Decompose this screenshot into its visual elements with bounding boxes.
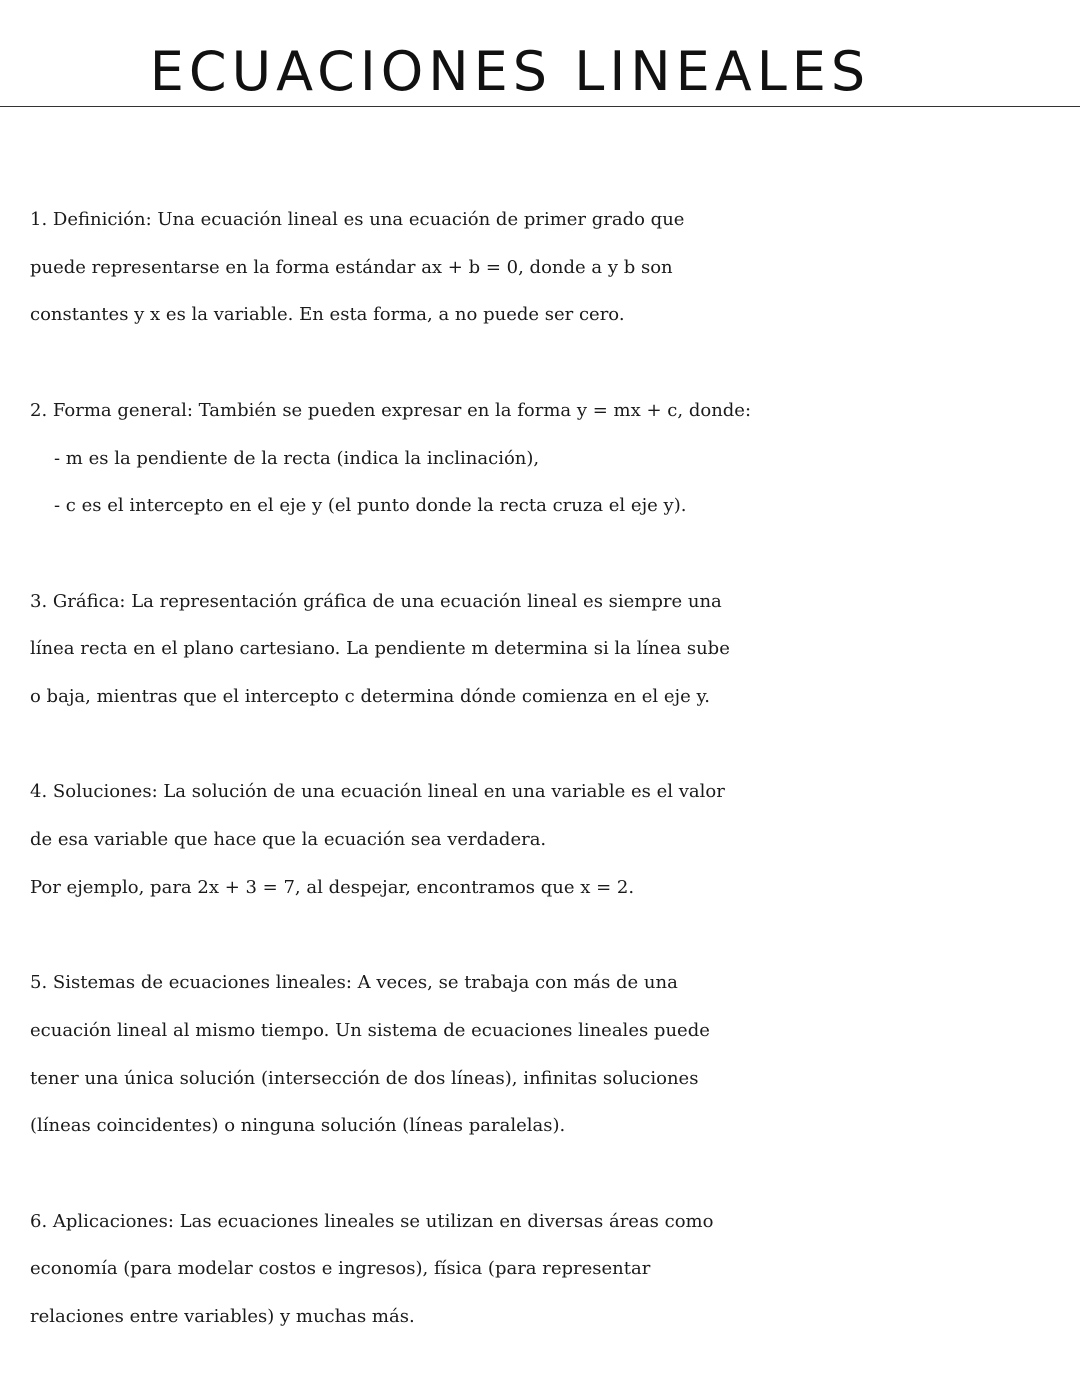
- paragraph-line: 2. Forma general: También se pueden expresar en la forma y = mx + c, donde:: [30, 399, 752, 421]
- title-divider: [0, 106, 1080, 107]
- document-body: [30, 196, 1070, 1341]
- paragraph-line: 6. Aplicaciones: Las ecuaciones lineales se utilizan en diversas áreas como: [30, 1210, 714, 1232]
- section-grafica: [30, 578, 1070, 721]
- paragraph-line: de esa variable que hace que la ecuación sea verdadera.: [30, 829, 547, 851]
- paragraph-line: economía (para modelar costos e ingresos), física (para representar: [30, 1258, 651, 1280]
- section-soluciones: [30, 768, 1070, 911]
- paragraph-line: Por ejemplo, para 2x + 3 = 7, al despejar, encontramos que x = 2.: [30, 876, 635, 898]
- section-aplicaciones: [30, 1198, 1070, 1341]
- paragraph-line: 3. Gráfica: La representación gráfica de una ecuación lineal es siempre una: [30, 590, 722, 612]
- paragraph-line: ecuación lineal al mismo tiempo. Un sistema de ecuaciones lineales puede: [30, 1019, 710, 1041]
- paragraph-line: puede representarse en la forma estándar ax + b = 0, donde a y b son: [30, 256, 673, 278]
- paragraph-line: 4. Soluciones: La solución de una ecuación lineal en una variable es el valor: [30, 781, 725, 803]
- section-forma-general: [30, 387, 1070, 530]
- page-title: ECUACIONES LINEALES: [149, 40, 871, 103]
- paragraph-line: 5. Sistemas de ecuaciones lineales: A veces, se trabaja con más de una: [30, 972, 678, 994]
- bullet-item: - c es el intercepto en el eje y (el punto donde la recta cruza el eje y).: [54, 495, 687, 517]
- bullet-item: - m es la pendiente de la recta (indica la inclinación),: [54, 447, 540, 469]
- paragraph-line: o baja, mientras que el intercepto c determina dónde comienza en el eje y.: [30, 686, 710, 707]
- paragraph-line: 1. Definición: Una ecuación lineal es una ecuación de primer grado que: [30, 209, 685, 230]
- section-definicion: [30, 196, 1070, 339]
- paragraph-line: relaciones entre variables) y muchas más.: [30, 1306, 415, 1328]
- section-sistemas: [30, 959, 1070, 1150]
- paragraph-line: constantes y x es la variable. En esta forma, a no puede ser cero.: [30, 304, 625, 326]
- paragraph-line: línea recta en el plano cartesiano. La pendiente m determina si la línea sube: [30, 638, 730, 660]
- paragraph-line: (líneas coincidentes) o ninguna solución (líneas paralelas).: [30, 1115, 566, 1137]
- paragraph-line: tener una única solución (intersección de dos líneas), infinitas soluciones: [30, 1067, 699, 1089]
